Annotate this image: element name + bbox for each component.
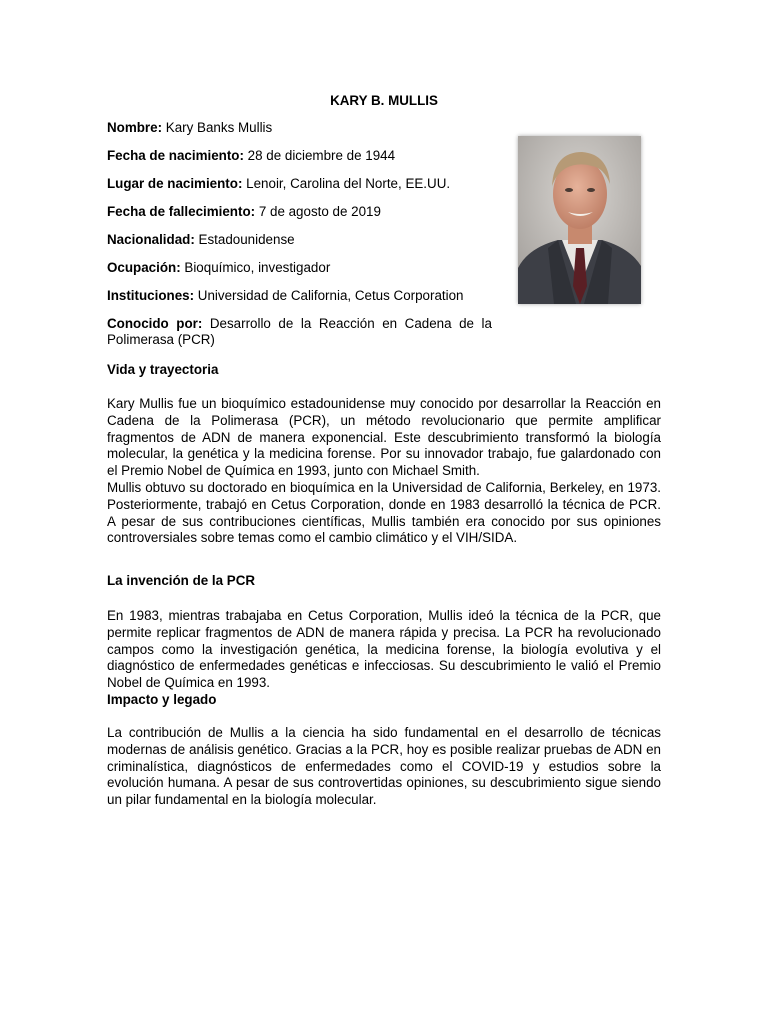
field-value: Desarrollo de la Reacción en Cadena de la Polimerasa (PCR) xyxy=(107,316,492,347)
field-value: Lenoir, Carolina del Norte, EE.UU. xyxy=(246,176,451,191)
field-value: 28 de diciembre de 1944 xyxy=(247,148,396,163)
paragraph: Mullis obtuvo su doctorado en bioquímica en la Universidad de California, Berkeley, en 1973. Posteriormente, trabajó en Cetus Corporation, donde en 1983 desarrolló la técnica de PCR. A pesar de sus contribuciones científicas, Mullis también era conocido por sus opiniones controversiales sobre temas como el cambio climático y el VIH/SIDA. xyxy=(107,479,661,546)
field-value: 7 de agosto de 2019 xyxy=(258,204,381,219)
field-fecha-nacimiento xyxy=(107,148,395,164)
section-body-impacto xyxy=(107,725,661,809)
field-ocupacion xyxy=(107,260,330,276)
portrait-photo xyxy=(518,136,641,304)
paragraph: La contribución de Mullis a la ciencia ha sido fundamental en el desarrollo de técnicas modernas de análisis genético. Gracias a la PCR, hoy es posible realizar pruebas de ADN en criminalística, diagnósticos de enfermedades como el COVID-19 y estudios sobre la evolución humana. A pesar de sus controvertidas opiniones, su descubrimiento sigue siendo un pilar fundamental en la biología molecular. xyxy=(107,725,661,808)
paragraph: En 1983, mientras trabajaba en Cetus Corporation, Mullis ideó la técnica de la PCR, que permite replicar fragmentos de ADN de manera rápida y precisa. La PCR ha revolucionado campos como la investigación genética, la medicina forense, la biología evolutiva y el diagnóstico de enfermedades genéticas e infecciosas. Su descubrimiento le valió el Premio Nobel de Química en 1993. xyxy=(107,608,661,691)
field-label: Fecha de nacimiento: xyxy=(107,148,244,163)
field-lugar-nacimiento xyxy=(107,176,450,192)
section-heading-impacto: Impacto y legado xyxy=(107,692,217,707)
paragraph: Kary Mullis fue un bioquímico estadounidense muy conocido por desarrollar la Reacción en Cadena de la Polimerasa (PCR), un método revolucionario que permite amplificar fragmentos de ADN de manera exponencial. Este descubrimiento transformó la biología molecular, la genética y la medicina forense. Por su innovador trabajo, fue galardonado con el Premio Nobel de Química en 1993, junto con Michael Smith. xyxy=(107,396,661,479)
document-title: KARY B. MULLIS xyxy=(330,93,438,108)
field-fecha-fallecimiento xyxy=(107,204,381,220)
field-label: Nacionalidad: xyxy=(107,232,195,247)
section-body-invencion xyxy=(107,608,661,692)
field-conocido-por xyxy=(107,316,492,348)
field-value: Kary Banks Mullis xyxy=(165,120,273,135)
field-value: Bioquímico, investigador xyxy=(184,260,331,275)
field-value: Universidad de California, Cetus Corporation xyxy=(197,288,464,303)
field-label: Nombre: xyxy=(107,120,163,135)
field-label: Ocupación: xyxy=(107,260,181,275)
field-label: Lugar de nacimiento: xyxy=(107,176,243,191)
field-instituciones xyxy=(107,288,464,304)
field-value: Estadounidense xyxy=(198,232,295,247)
section-heading-vida: Vida y trayectoria xyxy=(107,362,219,377)
field-nombre xyxy=(107,120,272,136)
field-nacionalidad xyxy=(107,232,295,248)
section-heading-invencion: La invención de la PCR xyxy=(107,573,256,588)
field-label: Instituciones: xyxy=(107,288,195,303)
field-label: Conocido por: xyxy=(107,316,203,331)
section-body-vida xyxy=(107,396,661,547)
field-label: Fecha de fallecimiento: xyxy=(107,204,256,219)
